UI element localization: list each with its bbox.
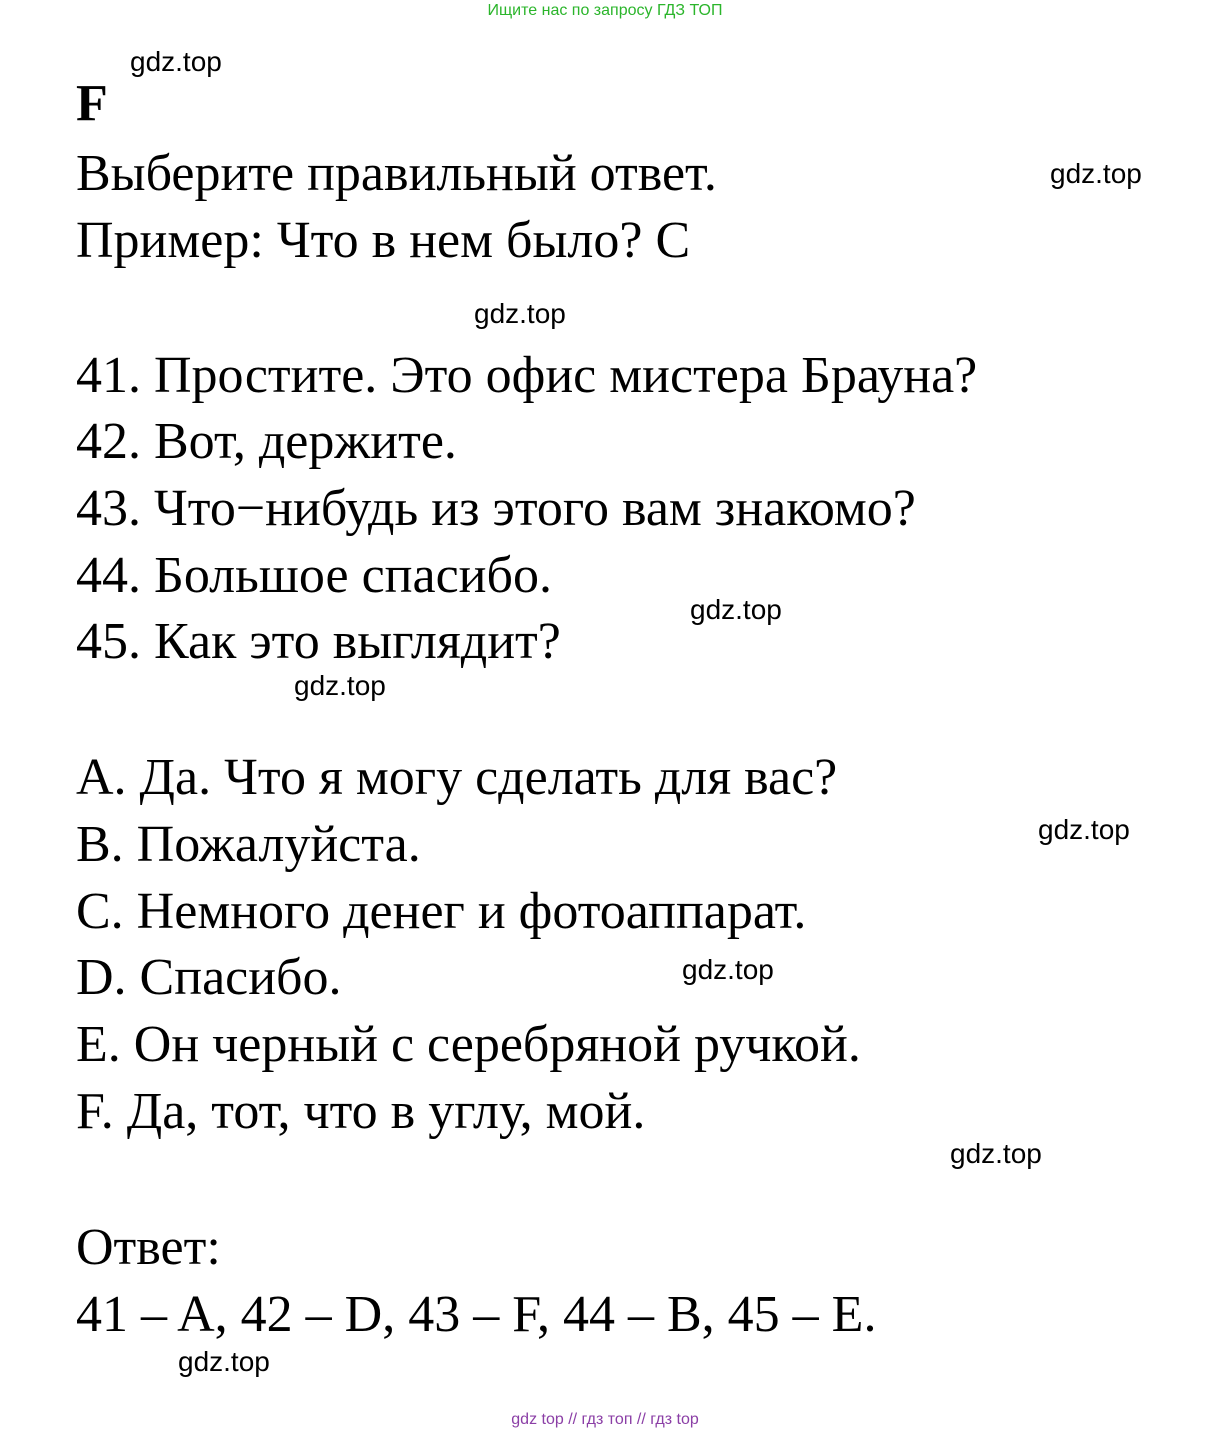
answer-text: 41 – A, 42 – D, 43 – F, 44 – B, 45 – E. (76, 1286, 877, 1343)
question-41: 41. Простите. Это офис мистера Брауна? (76, 347, 978, 404)
question-44: 44. Большое спасибо. (76, 547, 552, 604)
option-a: A. Да. Что я могу сделать для вас? (76, 749, 838, 806)
question-45: 45. Как это выглядит? (76, 613, 561, 670)
section-letter: F (76, 75, 108, 132)
example: Пример: Что в нем было? С (76, 212, 691, 269)
option-e: E. Он черный с серебряной ручкой. (76, 1016, 861, 1073)
footer-banner: gdz top // гдз топ // гдз top (511, 1411, 699, 1428)
answer-label: Ответ: (76, 1219, 221, 1276)
question-42: 42. Вот, держите. (76, 413, 457, 470)
watermark: gdz.top (950, 1138, 1042, 1169)
option-d: D. Спасибо. (76, 949, 342, 1006)
watermark: gdz.top (294, 670, 386, 701)
watermark: gdz.top (1050, 158, 1142, 189)
watermark: gdz.top (474, 298, 566, 329)
question-43: 43. Что−нибудь из этого вам знакомо? (76, 480, 916, 537)
watermark: gdz.top (682, 954, 774, 985)
watermark: gdz.top (130, 46, 222, 77)
watermark: gdz.top (690, 594, 782, 625)
watermark: gdz.top (1038, 814, 1130, 845)
option-c: C. Немного денег и фотоаппарат. (76, 883, 807, 940)
watermark: gdz.top (178, 1346, 270, 1377)
header-banner: Ищите нас по запросу ГДЗ ТОП (487, 2, 723, 19)
option-f: F. Да, тот, что в углу, мой. (76, 1083, 646, 1140)
option-b: B. Пожалуйста. (76, 816, 421, 873)
instruction: Выберите правильный ответ. (76, 145, 717, 202)
